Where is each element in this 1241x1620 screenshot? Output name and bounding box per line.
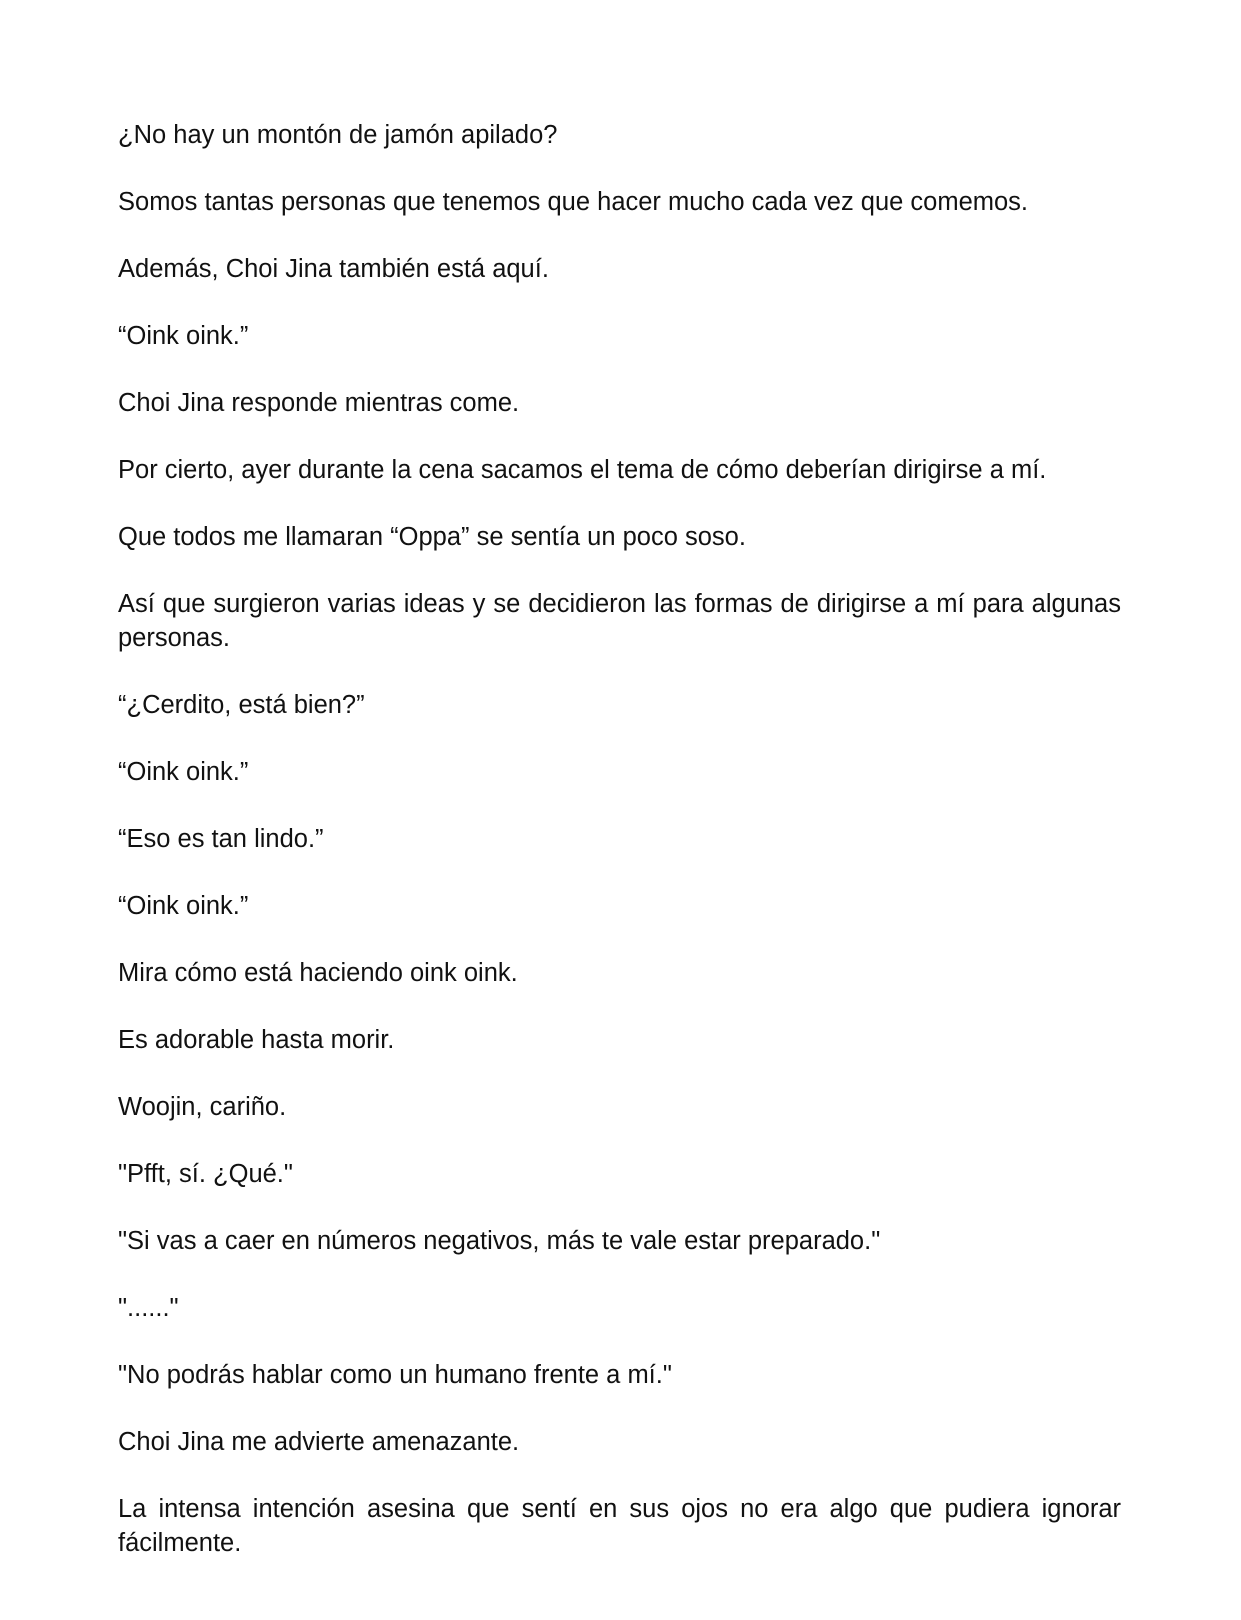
dialogue-line: "......"	[118, 1294, 179, 1322]
dialogue-line: "Pfft, sí. ¿Qué."	[118, 1160, 293, 1188]
paragraph: Así que surgieron varias ideas y se decidieron las formas de dirigirse a mí para algunas personas.	[118, 590, 1121, 652]
dialogue-line: "Si vas a caer en números negativos, más te vale estar preparado."	[118, 1227, 881, 1255]
paragraph: Choi Jina me advierte amenazante.	[118, 1428, 520, 1456]
paragraph: Es adorable hasta morir.	[118, 1026, 395, 1054]
dialogue-line: “Eso es tan lindo.”	[118, 825, 324, 853]
paragraph: ¿No hay un montón de jamón apilado?	[118, 121, 558, 149]
dialogue-line: “¿Cerdito, está bien?”	[118, 691, 365, 719]
paragraph: Somos tantas personas que tenemos que hacer mucho cada vez que comemos.	[118, 188, 1029, 216]
dialogue-line: “Oink oink.”	[118, 892, 249, 920]
paragraph: Choi Jina responde mientras come.	[118, 389, 520, 417]
paragraph: Que todos me llamaran “Oppa” se sentía un poco soso.	[118, 523, 746, 551]
dialogue-line: “Oink oink.”	[118, 322, 249, 350]
paragraph: Además, Choi Jina también está aquí.	[118, 255, 549, 283]
dialogue-line: “Oink oink.”	[118, 758, 249, 786]
dialogue-line: "No podrás hablar como un humano frente a mí."	[118, 1361, 672, 1389]
paragraph: Mira cómo está haciendo oink oink.	[118, 959, 518, 987]
paragraph: Por cierto, ayer durante la cena sacamos el tema de cómo deberían dirigirse a mí.	[118, 456, 1047, 484]
paragraph: Woojin, cariño.	[118, 1093, 287, 1121]
paragraph: La intensa intención asesina que sentí en sus ojos no era algo que pudiera ignorar fácilmente.	[118, 1495, 1121, 1557]
body-text	[118, 118, 1121, 1593]
